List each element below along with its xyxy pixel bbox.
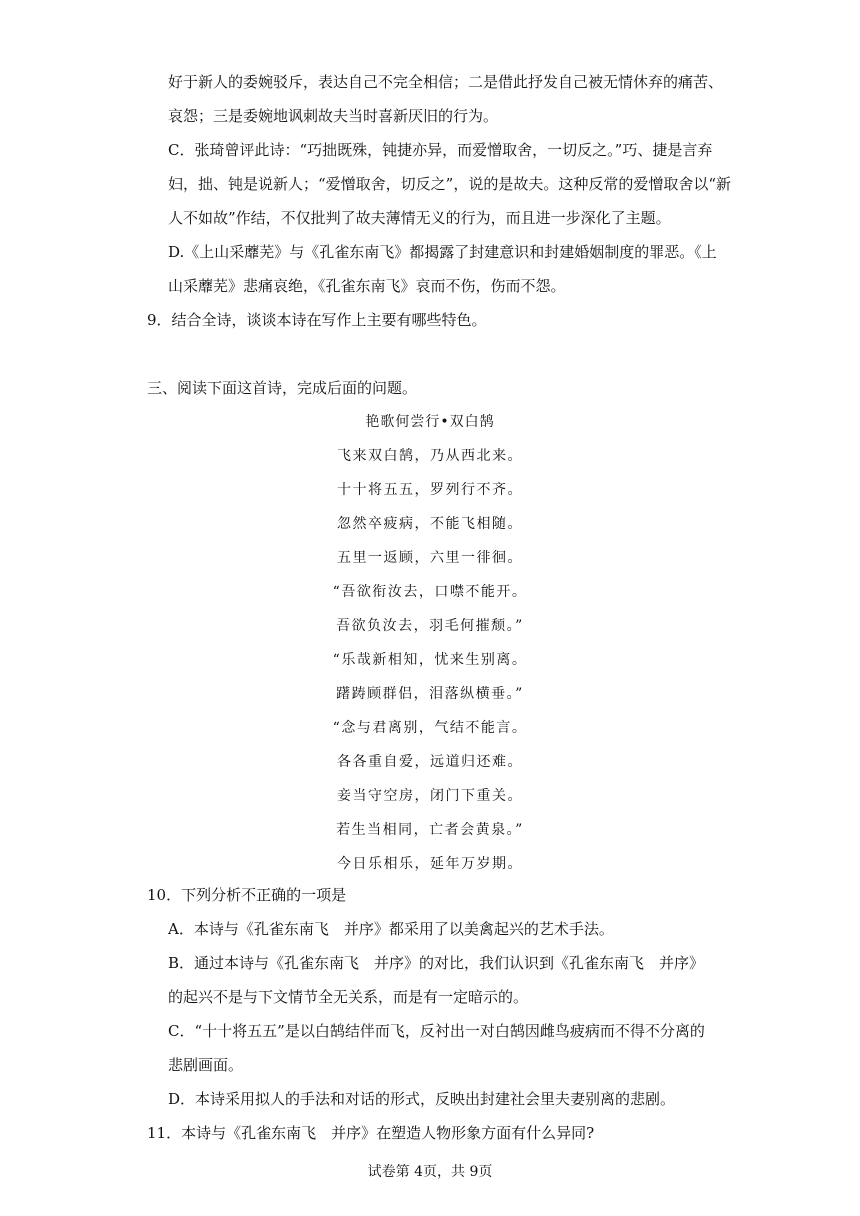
- q8-text-line-2: 哀怨；三是委婉地讽刺故夫当时喜新厌旧的行为。: [168, 107, 499, 125]
- question-10-stem: 10．下列分析不正确的一项是: [147, 886, 347, 904]
- poem-line: 飞来双白鹄，乃从西北来。: [337, 448, 523, 464]
- poem-line: 各各重自爱，远道归还难。: [337, 754, 523, 770]
- poem-line: 若生当相同，亡者会黄泉。”: [336, 822, 524, 838]
- q10-option-b-line-2: 的起兴不是与下文情节全无关系，而是有一定暗示的。: [168, 988, 529, 1006]
- poem-line: “念与君离别，气结不能言。: [332, 720, 528, 736]
- section-3-heading: 三、阅读下面这首诗，完成后面的问题。: [147, 379, 418, 397]
- q8-text-line-1: 好于新人的委婉驳斥，表达自己不完全相信；二是借此抒发自己被无情休弃的痛苦、: [168, 73, 724, 91]
- poem-line: 妾当守空房，闭门下重关。: [337, 788, 523, 804]
- q10-option-a: A．本诗与《孔雀东南飞 并序》都采用了以美禽起兴的艺术手法。: [168, 920, 614, 938]
- q10-option-d: D．本诗采用拟人的手法和对话的形式，反映出封建社会里夫妻别离的悲剧。: [168, 1090, 676, 1108]
- poem-title: 艳歌何尝行•双白鹄: [365, 414, 495, 430]
- poem-line: 躇踌顾群侣，泪落纵横垂。”: [336, 686, 524, 702]
- q8-option-c-line-3: 人不如故”作结，不仅批判了故夫薄情无义的行为，而且进一步深化了主题。: [168, 209, 671, 227]
- q8-option-c-line-2: 妇，拙、钝是说新人；“爱憎取舍，切反之”，说的是故夫。这种反常的爱憎取舍以“新: [168, 175, 732, 193]
- poem-line: “乐哉新相知，忧来生别离。: [332, 652, 528, 668]
- q10-option-b-line-1: B．通过本诗与《孔雀东南飞 并序》的对比，我们认识到《孔雀东南飞 并序》: [168, 954, 705, 972]
- q10-option-c-line-2: 悲剧画面。: [168, 1056, 244, 1074]
- question-11: 11．本诗与《孔雀东南飞 并序》在塑造人物形象方面有什么异同?: [147, 1124, 595, 1142]
- q8-option-d-line-1: D.《上山采蘼芜》与《孔雀东南飞》都揭露了封建意识和封建婚姻制度的罪恶。《上: [168, 243, 717, 261]
- poem-line: 今日乐相乐，延年万岁期。: [337, 856, 523, 872]
- poem-line: 十十将五五，罗列行不齐。: [337, 482, 523, 498]
- q8-option-c-line-1: C．张琦曾评此诗：“巧拙既殊，钝捷亦异，而爱憎取舍，一切反之。”巧、捷是言弃: [168, 141, 713, 159]
- poem-line: 五里一返顾，六里一徘徊。: [337, 550, 523, 566]
- poem-line: 吾欲负汝去，羽毛何摧颓。”: [336, 618, 524, 634]
- poem-line: 忽然卒疲病，不能飞相随。: [337, 516, 523, 532]
- poem-line: “吾欲衔汝去，口噤不能开。: [332, 584, 528, 600]
- question-9: 9．结合全诗，谈谈本诗在写作上主要有哪些特色。: [147, 311, 487, 329]
- q8-option-d-line-2: 山采蘼芜》悲痛哀绝，《孔雀东南飞》哀而不伤，伤而不怨。: [168, 277, 566, 295]
- page-footer: 试卷第 4页，共 9页: [367, 1164, 493, 1180]
- q10-option-c-line-1: C．“十十将五五”是以白鹄结伴而飞，反衬出一对白鹄因雌鸟疲病而不得不分离的: [168, 1022, 705, 1040]
